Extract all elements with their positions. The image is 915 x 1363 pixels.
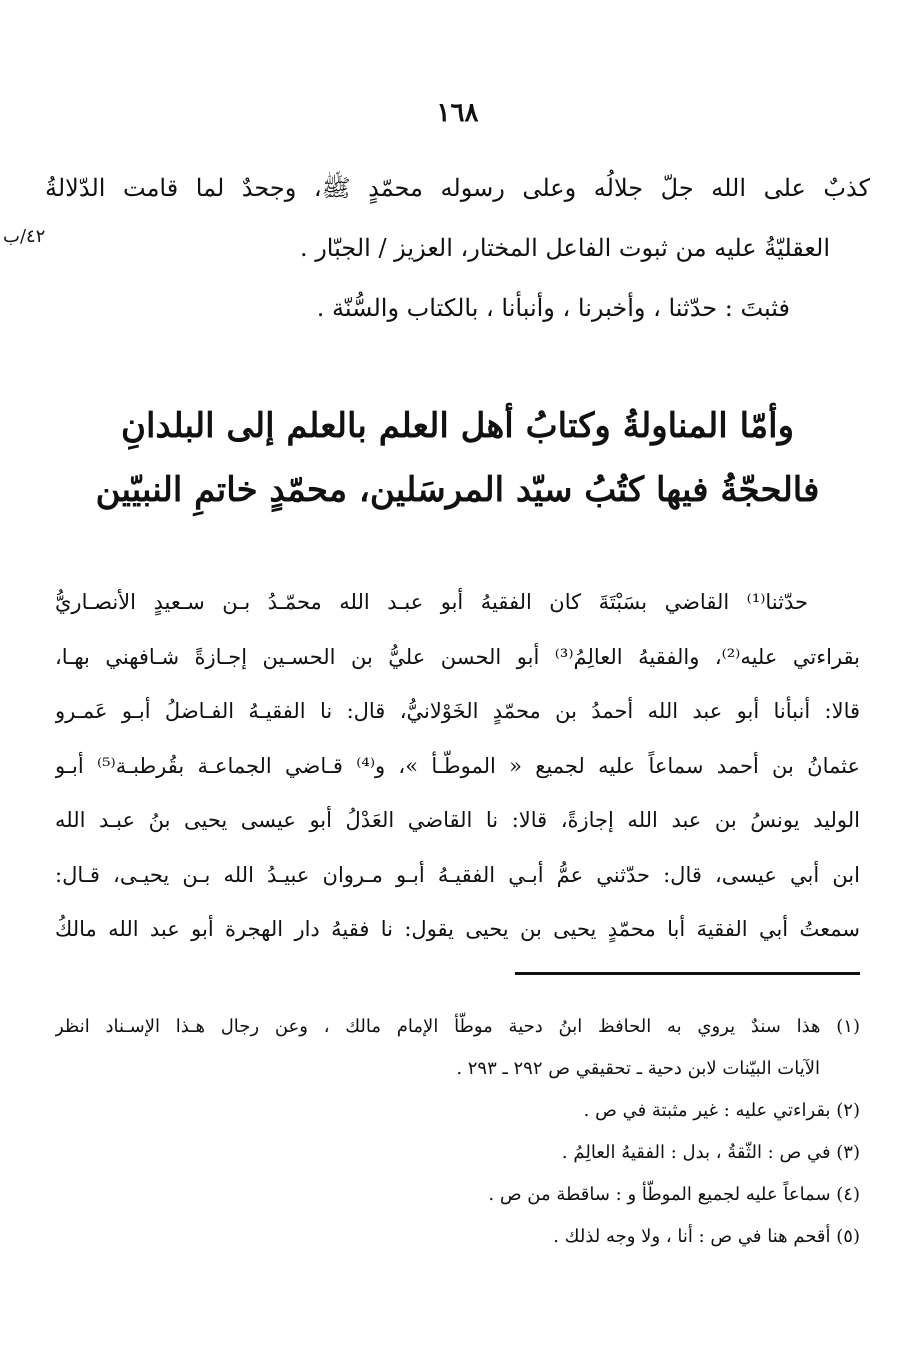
footnote-line: (٥) أقحم هنا في ص : أنا ، ولا وجه لذلك . — [553, 1226, 860, 1247]
footnote-line: (١) هذا سندٌ يروي به الحافظ ابنُ دحية موطّأ الإمام مالك ، وعن رجال هـذا الإسـناد انظر — [55, 1016, 860, 1037]
body-line: قالا: أنبأنا أبو عبد الله أحمدُ بن محمّدٍ الخَوْلانيُّ، قال: نا الفقيـهُ الفـاضلُ أبـو عَمـرو — [55, 699, 860, 723]
body-paragraph — [55, 575, 860, 957]
page-number: ١٦٨ — [436, 98, 479, 128]
body-line: الوليد يونسُ بن عبد الله إجازةً، قالا: نا القاضي العَدْلُ أبو عيسى يحيى بنُ عبـد الله — [55, 808, 860, 832]
intro-line: فثبتَ : حدّثنا ، وأخبرنا ، وأنبأنا ، بالكتاب والسُّنّة . — [316, 294, 790, 322]
body-line: حدّثنا⁽¹⁾ القاضي بسَبْتَةَ كان الفقيهُ أبو عبـد الله محمّـدُ بـن سـعيدٍ الأنصـاريُّ — [55, 590, 808, 614]
body-line: بقراءتي عليه⁽²⁾، والفقيهُ العالِمُ⁽³⁾ أبو الحسن عليُّ بن الحسـين إجـازةً شـافهني بهـا، — [55, 644, 860, 669]
margin-reference: ٤٢/ب — [3, 226, 46, 247]
intro-paragraph — [45, 158, 870, 338]
body-line: ابن أبي عيسى، قال: حدّثني عمُّ أبـي الفقيـهُ أبـو مـروان عبيـدُ الله بـن يحيـى، قـال: — [55, 862, 860, 887]
footnote-line: الآيات البيّنات لابن دحية ـ تحقيقي ص ٢٩٢ ـ ٢٩٣ . — [456, 1058, 820, 1079]
footnotes — [55, 1006, 860, 1258]
heading-line: فالحجّةُ فيها كتُبُ سيّد المرسَلين، محمّدٍ خاتمِ النبيّين — [95, 470, 820, 510]
intro-line: العقليّةُ عليه من ثبوت الفاعل المختار، العزيز / الجبّار . — [299, 234, 830, 262]
footnote-line: (٤) سماعاً عليه لجميع الموطّأ و : ساقطة من ص . — [488, 1184, 860, 1205]
footnote-line: (٣) في ص : الثّقةُ ، بدل : الفقيهُ العالِمُ . — [561, 1142, 860, 1163]
footnote-line: (٢) بقراءتي عليه : غير مثبتة في ص . — [583, 1100, 860, 1121]
heading-line: وأمّا المناولةُ وكتابُ أهل العلم بالعلم إلى البلدانِ — [120, 406, 795, 446]
footnote-separator — [515, 972, 860, 975]
section-heading — [0, 394, 915, 522]
body-line: سمعتُ أبي الفقيهَ أبا محمّدٍ يحيى بن يحيى يقول: نا فقيهُ دار الهجرة أبو عبد الله مالكُ — [55, 917, 860, 941]
body-line: عثمانُ بن أحمد سماعاً عليه لجميع « الموطّـأ »، و⁽⁴⁾ قـاضي الجماعـة بقُرطبـة⁽⁵⁾ أبـو — [55, 753, 860, 778]
intro-line: كذبٌ على الله جلّ جلالُه وعلى رسوله محمّدٍ ﷺ، وجحدٌ لما قامت الدّلالةُ — [45, 174, 870, 202]
